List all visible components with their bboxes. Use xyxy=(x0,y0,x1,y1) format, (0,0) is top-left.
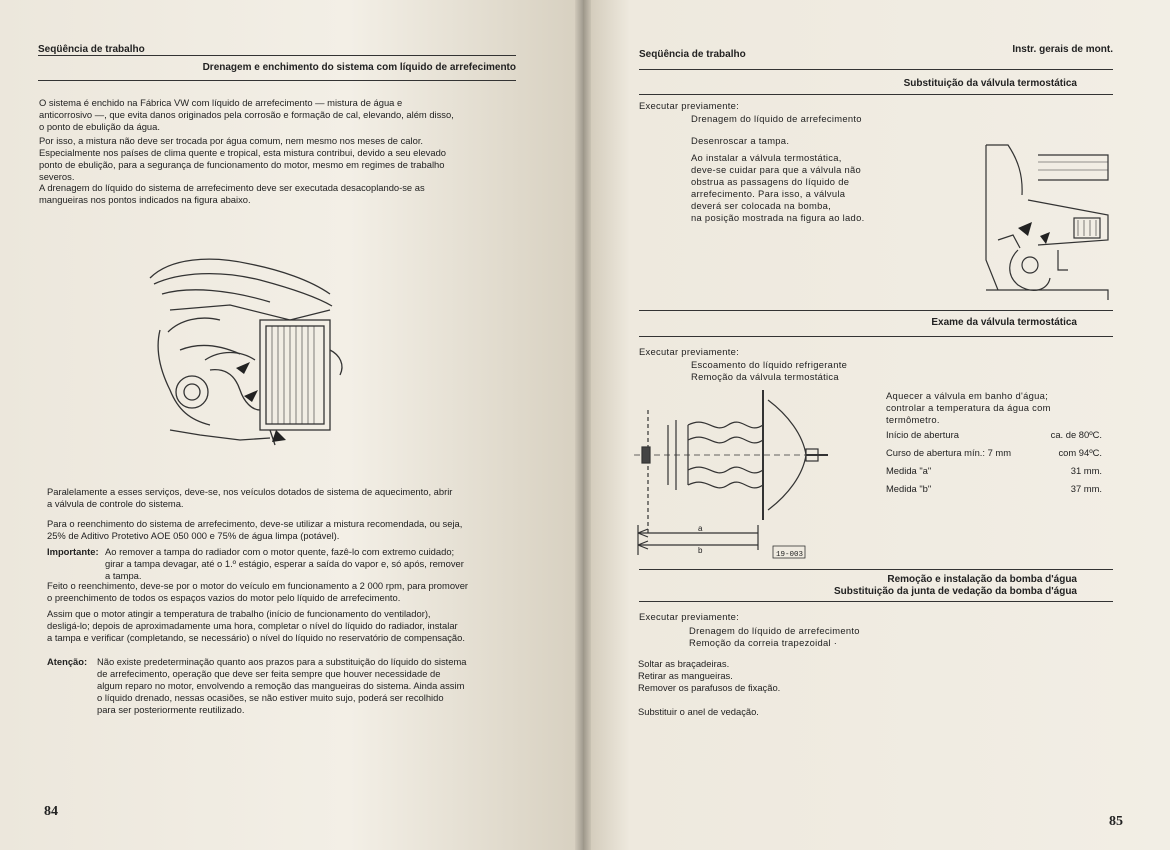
section2-instructions xyxy=(886,390,1051,426)
spec-value: com 94ºC. xyxy=(1058,447,1102,458)
text-line: a tampa. xyxy=(105,570,142,581)
right-page xyxy=(583,0,1170,850)
paragraph-5 xyxy=(47,518,462,542)
text-line: Aquecer a válvula em banho d'água; xyxy=(886,390,1049,401)
section2-title: Exame da válvula termostática xyxy=(931,317,1077,328)
section1-step2 xyxy=(691,152,865,224)
text-line: na posição mostrada na figura ao lado. xyxy=(691,212,865,223)
section-title: Drenagem e enchimento do sistema com líquido de arrefecimento xyxy=(202,62,516,73)
text-line: Não existe predeterminação quanto aos prazos para a substituição do líquido do sistema xyxy=(97,656,467,667)
spec-label: Medida "a" xyxy=(886,465,932,476)
section3-last-step: Substituir o anel de vedação. xyxy=(638,706,759,717)
spec-label: Início de abertura xyxy=(886,429,959,440)
header-rule xyxy=(639,69,1113,70)
spec-label: Curso de abertura mín.: 7 mm xyxy=(886,447,1012,458)
text-line: Para o reenchimento do sistema de arrefecimento, deve-se utilizar a mistura recomendada, ou seja, xyxy=(47,518,463,529)
text-line: Escoamento do líquido refrigerante xyxy=(691,359,848,370)
text-line: Remover os parafusos de fixação. xyxy=(638,682,781,693)
section2-rule xyxy=(639,336,1113,337)
page-number: 84 xyxy=(44,804,58,819)
text-line: a válvula de controle do sistema. xyxy=(47,498,184,509)
text-line: Drenagem do líquido de arrefecimento xyxy=(689,625,860,636)
spec-label: Medida "b" xyxy=(886,483,932,494)
thermostat-valve-drawing xyxy=(628,385,833,570)
section3-pre: Executar previamente: xyxy=(639,611,740,622)
text-line: o ponto de ebulição da água. xyxy=(39,121,160,132)
text-line: o preenchimento de todos os espaços vazios do motor pelo líquido de arrefecimento. xyxy=(47,592,401,603)
text-line: arrefecimento. Para isso, a válvula xyxy=(691,188,846,199)
text-line: Especialmente nos países de clima quente e tropical, esta mistura contribui, devido a seu elevado xyxy=(39,147,447,158)
text-line: obstrua as passagens do líquido de xyxy=(691,176,850,187)
book-gutter xyxy=(575,0,591,850)
text-line: severos. xyxy=(39,171,75,182)
spec-row xyxy=(886,462,1102,480)
section2-top-rule xyxy=(639,310,1113,311)
spec-value: ca. de 80ºC. xyxy=(1050,429,1102,440)
paragraph-6 xyxy=(47,580,468,604)
section3-top-rule xyxy=(639,569,1113,570)
intro-paragraph xyxy=(39,97,454,133)
text-line: O sistema é enchido na Fábrica VW com líquido de arrefecimento — mistura de água e xyxy=(39,97,403,108)
page-header-right: Instr. gerais de mont. xyxy=(1012,44,1113,55)
text-line: mangueiras nos pontos indicados na figura abaixo. xyxy=(39,194,251,205)
text-line: Paralelamente a esses serviços, deve-se, nos veículos dotados de sistema de aquecimento, abrir xyxy=(47,486,453,497)
text-line: Remoção da válvula termostática xyxy=(691,371,839,382)
dimension-a-label: a xyxy=(698,524,703,533)
spec-row xyxy=(886,444,1102,462)
text-line: Retirar as mangueiras. xyxy=(638,670,733,681)
text-line: anticorrosivo —, que evita danos originados pela corrosão e formação de cal, elevando, além disso, xyxy=(39,109,454,120)
text-line: a tampa e verificar (completando, se necessário) o nível do líquido no reservatório de compensação. xyxy=(47,632,465,643)
thermostat-spec-table xyxy=(886,426,1102,498)
text-line: algum reparo no motor, envolvendo a remoção das mangueiras do sistema. Ainda assim xyxy=(97,680,465,691)
text-line: deve-se cuidar para que a válvula não xyxy=(691,164,862,175)
text-line: termômetro. xyxy=(886,414,940,425)
page-header: Seqüência de trabalho xyxy=(38,44,145,55)
figure-code: 19-003 xyxy=(776,551,804,559)
paragraph-4 xyxy=(47,486,452,510)
section3-pre-items xyxy=(689,625,860,649)
importante-label: Importante: xyxy=(47,546,99,557)
dimension-b-label: b xyxy=(698,546,703,555)
page-header: Seqüência de trabalho xyxy=(639,49,746,60)
title-rule xyxy=(639,94,1113,95)
text-line: para ser posteriormente reutilizado. xyxy=(97,704,245,715)
spec-value: 31 mm. xyxy=(1070,465,1102,476)
text-line: controlar a temperatura da água com xyxy=(886,402,1051,413)
spec-row xyxy=(886,426,1102,444)
text-line: Feito o reenchimento, deve-se por o motor do veículo em funcionamento a 2 000 rpm, para promover xyxy=(47,580,469,591)
atencao-label: Atenção: xyxy=(47,656,88,667)
section1-step1: Desenroscar a tampa. xyxy=(691,135,790,146)
title-rule xyxy=(38,80,516,81)
text-line: girar a tampa devagar, até o 1.º estágio, esperar a saída do vapor e, só após, remover xyxy=(105,558,464,569)
text-line: Por isso, a mistura não deve ser trocada por água comum, nem mesmo nos meses de calor. xyxy=(39,135,424,146)
section3-steps xyxy=(638,658,780,694)
title-line: Substituição da junta de vedação da bomba d'água xyxy=(834,586,1077,597)
section3-title xyxy=(733,574,1077,598)
text-line: A drenagem do líquido do sistema de arrefecimento deve ser executada desacoplando-se as xyxy=(39,182,425,193)
spec-value: 37 mm. xyxy=(1070,483,1102,494)
text-line: desligá-lo; depois de aproximadamente uma hora, completar o nível do líquido do radiador, instalar xyxy=(47,620,458,631)
text-line: 25% de Aditivo Protetivo AOE 050 000 e 75% de água limpa (potável). xyxy=(47,530,340,541)
left-page xyxy=(0,0,583,850)
text-line: de arrefecimento, operação que deve ser feita sempre que houver necessidade de xyxy=(97,668,441,679)
engine-cooling-illustration xyxy=(140,250,360,450)
section1-pre-item: Drenagem do líquido de arrefecimento xyxy=(691,113,862,124)
spec-row xyxy=(886,480,1102,498)
paragraph-3 xyxy=(39,182,425,206)
section-title: Substituição da válvula termostática xyxy=(903,78,1077,89)
text-line: Ao instalar a válvula termostática, xyxy=(691,152,842,163)
header-rule xyxy=(38,55,516,56)
text-line: Soltar as braçadeiras. xyxy=(638,658,730,669)
paragraph-2 xyxy=(39,135,446,183)
text-line: Ao remover a tampa do radiador com o motor quente, fazê-lo com extremo cuidado; xyxy=(105,546,455,557)
text-line: deverá ser colocada na bomba, xyxy=(691,200,832,211)
paragraph-7 xyxy=(47,608,465,644)
section2-pre-items xyxy=(691,359,847,383)
text-line: ponto de ebulição, para a segurança de funcionamento do motor, mesmo em regimes de trabalho xyxy=(39,159,445,170)
section2-pre: Executar previamente: xyxy=(639,346,740,357)
thermostat-pump-illustration xyxy=(978,140,1118,300)
text-line: Assim que o motor atingir a temperatura de trabalho (início de funcionamento do ventilador), xyxy=(47,608,431,619)
section3-rule xyxy=(639,601,1113,602)
text-line: o líquido drenado, nessas ocasiões, se não estiver muito sujo, poderá ser recolhido xyxy=(97,692,444,703)
page-number: 85 xyxy=(1109,814,1123,829)
section1-pre: Executar previamente: xyxy=(639,100,740,111)
text-line: Remoção da correia trapezoidal · xyxy=(689,637,838,648)
title-line: Remoção e instalação da bomba d'água xyxy=(887,574,1077,585)
